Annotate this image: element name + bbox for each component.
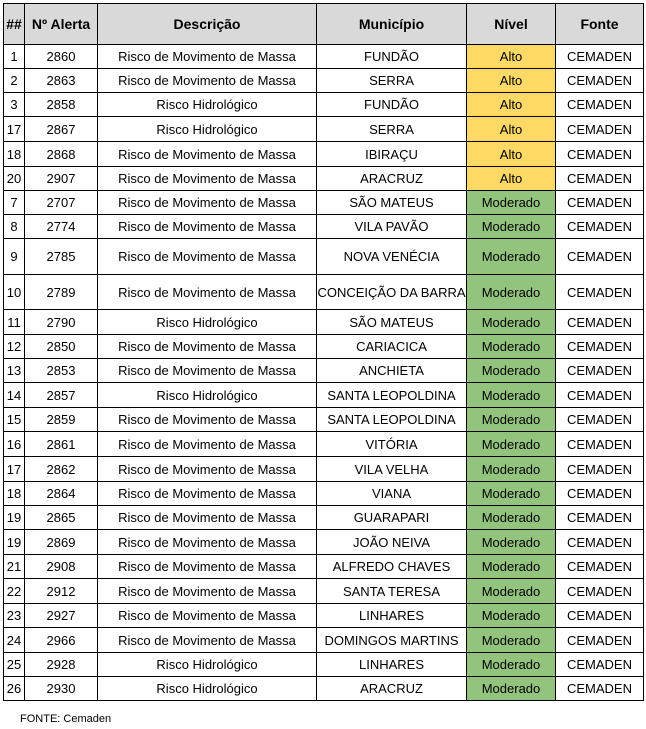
alert-number-cell: 2908 bbox=[25, 555, 98, 579]
level-cell: Moderado bbox=[467, 275, 556, 310]
description-cell: Risco de Movimento de Massa bbox=[98, 408, 317, 432]
table-row bbox=[4, 604, 644, 628]
description-cell: Risco de Movimento de Massa bbox=[98, 432, 317, 457]
source-cell: CEMADEN bbox=[556, 457, 644, 482]
municipality-cell: DOMINGOS MARTINS bbox=[317, 628, 467, 653]
level-cell: Moderado bbox=[467, 677, 556, 701]
alert-number-cell: 2785 bbox=[25, 239, 98, 275]
row-index-cell: 25 bbox=[4, 653, 25, 677]
source-cell: CEMADEN bbox=[556, 310, 644, 335]
alert-number-cell: 2857 bbox=[25, 383, 98, 408]
source-cell: CEMADEN bbox=[556, 359, 644, 383]
row-index-cell: 11 bbox=[4, 310, 25, 335]
alert-number-cell: 2850 bbox=[25, 335, 98, 359]
source-cell: CEMADEN bbox=[556, 275, 644, 310]
description-cell: Risco de Movimento de Massa bbox=[98, 579, 317, 604]
row-index-cell: 21 bbox=[4, 555, 25, 579]
municipality-cell: IBIRAÇU bbox=[317, 142, 467, 167]
alert-number-cell: 2707 bbox=[25, 191, 98, 215]
level-cell: Moderado bbox=[467, 239, 556, 275]
level-cell: Moderado bbox=[467, 579, 556, 604]
alert-number-cell: 2864 bbox=[25, 482, 98, 506]
level-cell: Alto bbox=[467, 142, 556, 167]
level-cell: Alto bbox=[467, 93, 556, 117]
level-cell: Moderado bbox=[467, 530, 556, 555]
table-row bbox=[4, 359, 644, 383]
row-index-cell: 12 bbox=[4, 335, 25, 359]
alert-number-cell: 2867 bbox=[25, 117, 98, 142]
municipality-cell: ARACRUZ bbox=[317, 677, 467, 701]
level-cell: Alto bbox=[467, 45, 556, 69]
table-row bbox=[4, 275, 644, 310]
row-index-cell: 10 bbox=[4, 275, 25, 310]
description-cell: Risco Hidrológico bbox=[98, 93, 317, 117]
level-cell: Moderado bbox=[467, 359, 556, 383]
municipality-cell: SANTA LEOPOLDINA bbox=[317, 383, 467, 408]
level-cell: Moderado bbox=[467, 604, 556, 628]
description-cell: Risco de Movimento de Massa bbox=[98, 359, 317, 383]
source-cell: CEMADEN bbox=[556, 383, 644, 408]
table-row bbox=[4, 482, 644, 506]
alert-number-cell: 2858 bbox=[25, 93, 98, 117]
level-cell: Moderado bbox=[467, 215, 556, 239]
table-row bbox=[4, 93, 644, 117]
alert-number-cell: 2774 bbox=[25, 215, 98, 239]
level-cell: Moderado bbox=[467, 653, 556, 677]
table-body bbox=[4, 45, 644, 701]
municipality-cell: JOÃO NEIVA bbox=[317, 530, 467, 555]
source-cell: CEMADEN bbox=[556, 628, 644, 653]
level-cell: Moderado bbox=[467, 628, 556, 653]
description-cell: Risco Hidrológico bbox=[98, 117, 317, 142]
source-cell: CEMADEN bbox=[556, 408, 644, 432]
row-index-cell: 15 bbox=[4, 408, 25, 432]
row-index-cell: 19 bbox=[4, 530, 25, 555]
alerts-table bbox=[3, 3, 644, 701]
municipality-cell: VITÓRIA bbox=[317, 432, 467, 457]
header-source: Fonte bbox=[556, 4, 644, 45]
row-index-cell: 3 bbox=[4, 93, 25, 117]
row-index-cell: 8 bbox=[4, 215, 25, 239]
alert-number-cell: 2861 bbox=[25, 432, 98, 457]
row-index-cell: 22 bbox=[4, 579, 25, 604]
row-index-cell: 2 bbox=[4, 69, 25, 93]
description-cell: Risco de Movimento de Massa bbox=[98, 215, 317, 239]
municipality-cell: FUNDÃO bbox=[317, 93, 467, 117]
level-cell: Moderado bbox=[467, 310, 556, 335]
source-caption: FONTE: Cemaden bbox=[20, 713, 112, 725]
source-cell: CEMADEN bbox=[556, 432, 644, 457]
description-cell: Risco Hidrológico bbox=[98, 677, 317, 701]
municipality-cell: SÃO MATEUS bbox=[317, 310, 467, 335]
table-row bbox=[4, 628, 644, 653]
municipality-cell: SERRA bbox=[317, 117, 467, 142]
level-cell: Moderado bbox=[467, 335, 556, 359]
municipality-cell: ANCHIETA bbox=[317, 359, 467, 383]
description-cell: Risco de Movimento de Massa bbox=[98, 167, 317, 191]
table-row bbox=[4, 383, 644, 408]
alert-number-cell: 2869 bbox=[25, 530, 98, 555]
row-index-cell: 7 bbox=[4, 191, 25, 215]
source-cell: CEMADEN bbox=[556, 604, 644, 628]
source-cell: CEMADEN bbox=[556, 215, 644, 239]
source-cell: CEMADEN bbox=[556, 335, 644, 359]
municipality-cell: LINHARES bbox=[317, 604, 467, 628]
municipality-cell: LINHARES bbox=[317, 653, 467, 677]
row-index-cell: 24 bbox=[4, 628, 25, 653]
municipality-cell: CARIACICA bbox=[317, 335, 467, 359]
table-row bbox=[4, 117, 644, 142]
source-cell: CEMADEN bbox=[556, 69, 644, 93]
municipality-cell: ARACRUZ bbox=[317, 167, 467, 191]
municipality-cell: NOVA VENÉCIA bbox=[317, 239, 467, 275]
municipality-cell: GUARAPARI bbox=[317, 506, 467, 530]
description-cell: Risco de Movimento de Massa bbox=[98, 142, 317, 167]
description-cell: Risco de Movimento de Massa bbox=[98, 506, 317, 530]
table-row bbox=[4, 677, 644, 701]
municipality-cell: SANTA TERESA bbox=[317, 579, 467, 604]
header-alert-number: Nº Alerta bbox=[25, 4, 98, 45]
level-cell: Moderado bbox=[467, 555, 556, 579]
row-index-cell: 9 bbox=[4, 239, 25, 275]
description-cell: Risco de Movimento de Massa bbox=[98, 191, 317, 215]
alert-number-cell: 2868 bbox=[25, 142, 98, 167]
level-cell: Moderado bbox=[467, 482, 556, 506]
municipality-cell: SERRA bbox=[317, 69, 467, 93]
description-cell: Risco de Movimento de Massa bbox=[98, 530, 317, 555]
level-cell: Moderado bbox=[467, 191, 556, 215]
row-index-cell: 16 bbox=[4, 432, 25, 457]
source-cell: CEMADEN bbox=[556, 142, 644, 167]
source-cell: CEMADEN bbox=[556, 677, 644, 701]
source-cell: CEMADEN bbox=[556, 506, 644, 530]
alert-number-cell: 2865 bbox=[25, 506, 98, 530]
source-cell: CEMADEN bbox=[556, 167, 644, 191]
level-cell: Moderado bbox=[467, 432, 556, 457]
row-index-cell: 17 bbox=[4, 117, 25, 142]
alert-number-cell: 2860 bbox=[25, 45, 98, 69]
description-cell: Risco de Movimento de Massa bbox=[98, 45, 317, 69]
table-row bbox=[4, 142, 644, 167]
table-row bbox=[4, 69, 644, 93]
row-index-cell: 14 bbox=[4, 383, 25, 408]
level-cell: Moderado bbox=[467, 506, 556, 530]
level-cell: Moderado bbox=[467, 457, 556, 482]
table-row bbox=[4, 167, 644, 191]
source-cell: CEMADEN bbox=[556, 45, 644, 69]
row-index-cell: 23 bbox=[4, 604, 25, 628]
table-row bbox=[4, 530, 644, 555]
table-row bbox=[4, 506, 644, 530]
description-cell: Risco Hidrológico bbox=[98, 383, 317, 408]
source-cell: CEMADEN bbox=[556, 579, 644, 604]
table-row bbox=[4, 408, 644, 432]
municipality-cell: VIANA bbox=[317, 482, 467, 506]
level-cell: Moderado bbox=[467, 383, 556, 408]
table-row bbox=[4, 310, 644, 335]
description-cell: Risco de Movimento de Massa bbox=[98, 628, 317, 653]
alert-number-cell: 2859 bbox=[25, 408, 98, 432]
row-index-cell: 26 bbox=[4, 677, 25, 701]
table-row bbox=[4, 579, 644, 604]
row-index-cell: 17 bbox=[4, 457, 25, 482]
level-cell: Alto bbox=[467, 117, 556, 142]
description-cell: Risco de Movimento de Massa bbox=[98, 275, 317, 310]
source-cell: CEMADEN bbox=[556, 653, 644, 677]
row-index-cell: 18 bbox=[4, 142, 25, 167]
alert-number-cell: 2862 bbox=[25, 457, 98, 482]
alert-number-cell: 2863 bbox=[25, 69, 98, 93]
description-cell: Risco de Movimento de Massa bbox=[98, 239, 317, 275]
source-cell: CEMADEN bbox=[556, 555, 644, 579]
description-cell: Risco de Movimento de Massa bbox=[98, 457, 317, 482]
table-row bbox=[4, 457, 644, 482]
description-cell: Risco Hidrológico bbox=[98, 653, 317, 677]
alert-number-cell: 2789 bbox=[25, 275, 98, 310]
alert-number-cell: 2912 bbox=[25, 579, 98, 604]
header-description: Descrição bbox=[98, 4, 317, 45]
municipality-cell: VILA PAVÃO bbox=[317, 215, 467, 239]
source-cell: CEMADEN bbox=[556, 191, 644, 215]
source-cell: CEMADEN bbox=[556, 530, 644, 555]
table-row bbox=[4, 432, 644, 457]
description-cell: Risco de Movimento de Massa bbox=[98, 555, 317, 579]
alert-number-cell: 2930 bbox=[25, 677, 98, 701]
row-index-cell: 18 bbox=[4, 482, 25, 506]
description-cell: Risco de Movimento de Massa bbox=[98, 604, 317, 628]
row-index-cell: 13 bbox=[4, 359, 25, 383]
table-row bbox=[4, 215, 644, 239]
level-cell: Alto bbox=[467, 69, 556, 93]
header-index: ## bbox=[4, 4, 25, 45]
alert-number-cell: 2790 bbox=[25, 310, 98, 335]
table-header-row bbox=[4, 4, 644, 45]
municipality-cell: VILA VELHA bbox=[317, 457, 467, 482]
alert-number-cell: 2853 bbox=[25, 359, 98, 383]
municipality-cell: SÃO MATEUS bbox=[317, 191, 467, 215]
header-municipality: Município bbox=[317, 4, 467, 45]
description-cell: Risco de Movimento de Massa bbox=[98, 482, 317, 506]
level-cell: Alto bbox=[467, 167, 556, 191]
alert-number-cell: 2927 bbox=[25, 604, 98, 628]
row-index-cell: 1 bbox=[4, 45, 25, 69]
table-row bbox=[4, 239, 644, 275]
alert-number-cell: 2928 bbox=[25, 653, 98, 677]
source-cell: CEMADEN bbox=[556, 117, 644, 142]
alert-number-cell: 2966 bbox=[25, 628, 98, 653]
source-cell: CEMADEN bbox=[556, 93, 644, 117]
table-row bbox=[4, 45, 644, 69]
municipality-cell: ALFREDO CHAVES bbox=[317, 555, 467, 579]
description-cell: Risco de Movimento de Massa bbox=[98, 69, 317, 93]
table-row bbox=[4, 335, 644, 359]
description-cell: Risco de Movimento de Massa bbox=[98, 335, 317, 359]
row-index-cell: 20 bbox=[4, 167, 25, 191]
source-cell: CEMADEN bbox=[556, 482, 644, 506]
municipality-cell: FUNDÃO bbox=[317, 45, 467, 69]
description-cell: Risco Hidrológico bbox=[98, 310, 317, 335]
header-level: Nível bbox=[467, 4, 556, 45]
level-cell: Moderado bbox=[467, 408, 556, 432]
table-row bbox=[4, 653, 644, 677]
municipality-cell: CONCEIÇÃO DA BARRA bbox=[317, 275, 467, 310]
table-row bbox=[4, 191, 644, 215]
row-index-cell: 19 bbox=[4, 506, 25, 530]
municipality-cell: SANTA LEOPOLDINA bbox=[317, 408, 467, 432]
alert-number-cell: 2907 bbox=[25, 167, 98, 191]
table-row bbox=[4, 555, 644, 579]
source-cell: CEMADEN bbox=[556, 239, 644, 275]
